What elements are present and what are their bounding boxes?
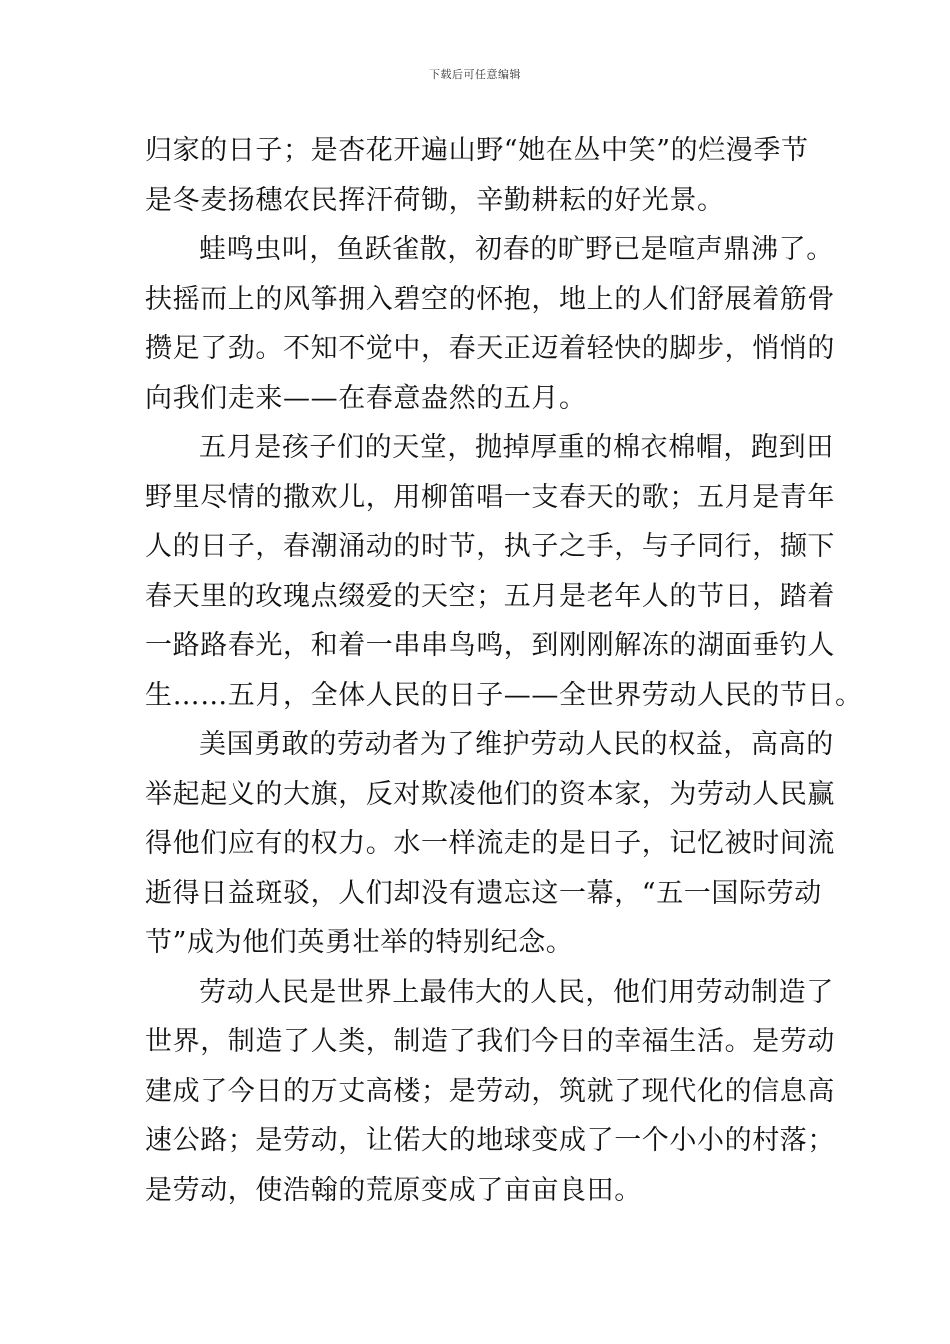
text-line: 蛙鸣虫叫，鱼跃雀散，初春的旷野已是喧声鼎沸了。: [199, 234, 834, 265]
text-line: 扶摇而上的风筝拥入碧空的怀抱，地上的人们舒展着筋骨: [145, 283, 835, 315]
text-line: 得他们应有的权力。水一样流走的是日子，记忆被时间流: [145, 828, 835, 859]
text-line: 春天里的玫瑰点缀爱的天空；五月是老年人的节日，踏着: [145, 580, 835, 612]
document-body: [145, 126, 863, 1215]
text-line: 速公路；是劳动，让偌大的地球变成了一个小小的村落；: [145, 1125, 835, 1156]
text-line: 生……五月，全体人民的日子——全世界劳动人民的节日。: [145, 679, 863, 711]
text-line: 是劳动，使浩翰的荒原变成了亩亩良田。: [145, 1174, 642, 1206]
text-line: 节”成为他们英勇壮举的特别纪念。: [145, 927, 574, 958]
paragraph: [145, 968, 835, 1216]
text-line: 世界，制造了人类，制造了我们今日的幸福生活。是劳动: [145, 1026, 835, 1057]
text-line: 建成了今日的万丈高楼；是劳动，筑就了现代化的信息高: [145, 1075, 835, 1107]
text-line: 一路路春光，和着一串串鸟鸣，到刚刚解冻的湖面垂钓人: [145, 630, 835, 661]
paragraph: [145, 423, 863, 720]
text-line: 劳动人民是世界上最伟大的人民，他们用劳动制造了: [199, 976, 834, 1008]
paragraph: [145, 225, 835, 423]
text-line: 归家的日子；是杏花开遍山野“她在丛中笑”的烂漫季节: [145, 135, 809, 166]
text-line: 逝得日益斑驳，人们却没有遗忘这一幕，“五一国际劳动: [145, 877, 822, 909]
text-line: 举起起义的大旗，反对欺凌他们的资本家，为劳动人民赢: [145, 778, 835, 810]
text-line: 是冬麦扬穗农民挥汗荷锄，辛勤耕耘的好光景。: [145, 184, 725, 216]
text-line: 人的日子，春潮涌动的时节，执子之手，与子同行，撷下: [145, 531, 835, 562]
page-header: 下载后可任意编辑: [429, 68, 521, 81]
text-line: 野里尽情的撒欢儿，用柳笛唱一支春天的歌；五月是青年: [145, 481, 835, 513]
text-line: 美国勇敢的劳动者为了维护劳动人民的权益，高高的: [199, 729, 834, 760]
paragraph: [145, 126, 810, 225]
text-line: 攒足了劲。不知不觉中，春天正迈着轻快的脚步，悄悄的: [145, 333, 835, 364]
text-line: 五月是孩子们的天堂，抛掉厚重的棉衣棉帽，跑到田: [199, 432, 834, 463]
text-line: 向我们走来——在春意盎然的五月。: [145, 382, 587, 414]
paragraph: [145, 720, 835, 968]
